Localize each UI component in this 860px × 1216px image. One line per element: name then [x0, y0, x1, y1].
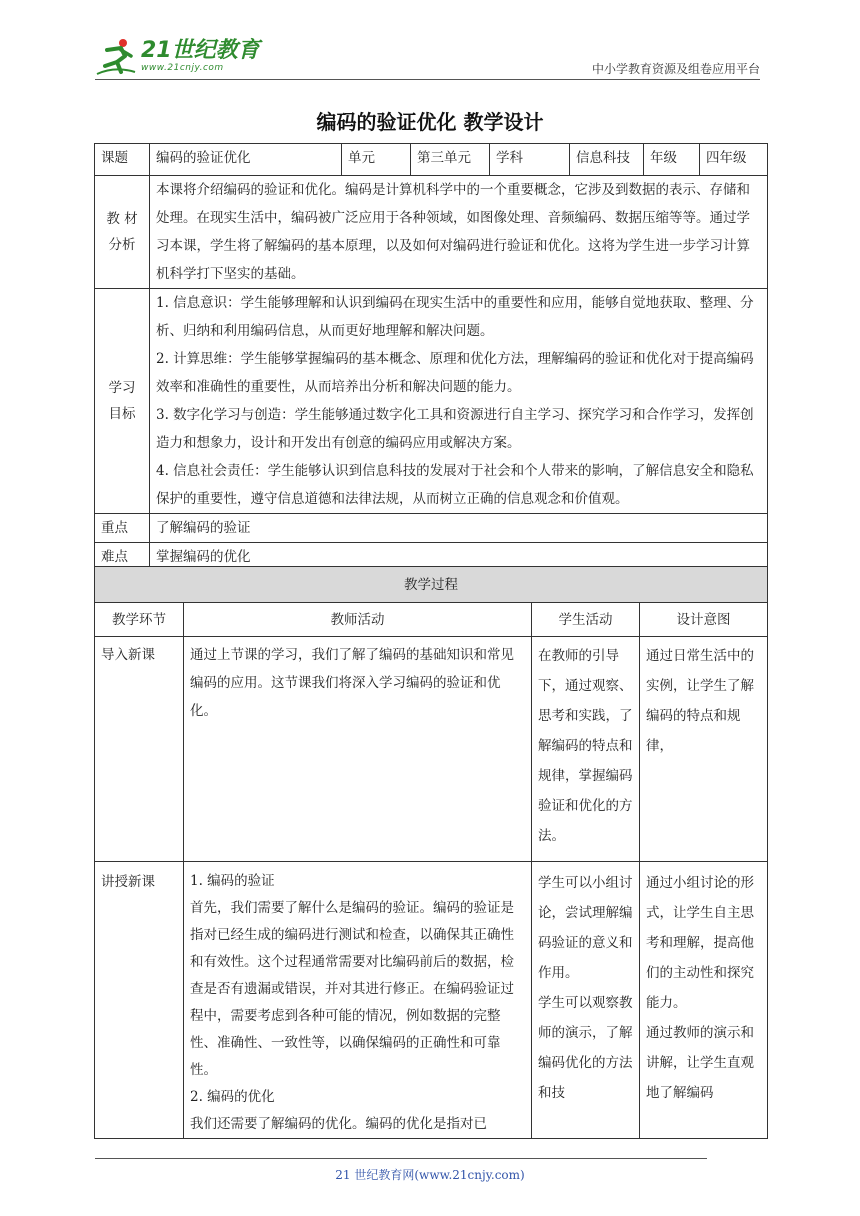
analysis-text: 本课将介绍编码的验证和优化。编码是计算机科学中的一个重要概念，它涉及到数据的表示、存储和处理。在现实生活中，编码被广泛应用于各种领域，如图像处理、音频编码、数据压缩等等。通过学习本课，学生将了解编码的基本原理，以及如何对编码进行验证和优化。这将为学生进一步学习计算机科学打下坚实的基础。 — [150, 176, 768, 289]
objectives-list — [150, 289, 768, 514]
analysis-label: 教 材 分析 — [95, 176, 150, 289]
key-point-label: 重点 — [95, 514, 150, 543]
logo-url: www.21cnjy.com — [141, 63, 224, 73]
column-header-teacher: 教师活动 — [184, 603, 532, 637]
stage-cell: 导入新课 — [95, 637, 184, 862]
column-header-student: 学生活动 — [532, 603, 640, 637]
unit-label: 单元 — [342, 144, 411, 176]
subject-label: 学科 — [490, 144, 570, 176]
logo-text: 21世纪教育 — [141, 38, 260, 63]
runner-logo-icon — [95, 36, 137, 76]
topic-label: 课题 — [95, 144, 150, 176]
design-intent-cell: 通过小组讨论的形式，让学生自主思考和理解，提高他们的主动性和探究能力。 通过教师的演示和讲解，让学生直观地了解编码 — [640, 862, 768, 1139]
column-header-stage: 教学环节 — [95, 603, 184, 637]
difficulty-text: 掌握编码的优化 — [150, 543, 768, 572]
design-intent-cell: 通过日常生活中的实例，让学生了解编码的特点和规律， — [640, 637, 768, 862]
lesson-info-table — [94, 143, 768, 572]
student-activity-cell: 在教师的引导下，通过观察、思考和实践，了解编码的特点和规律，掌握编码验证和优化的方法。 — [532, 637, 640, 862]
difficulty-label: 难点 — [95, 543, 150, 572]
objective-item: 4. 信息社会责任：学生能够认识到信息科技的发展对于社会和个人带来的影响，了解信息安全和隐私保护的重要性，遵守信息道德和法律法规，从而树立正确的信息观念和价值观。 — [156, 463, 754, 507]
topic-value: 编码的验证优化 — [150, 144, 342, 176]
objective-item: 3. 数字化学习与创造：学生能够通过数字化工具和资源进行自主学习、探究学习和合作学习，发挥创造力和想象力，设计和开发出有创意的编码应用或解决方案。 — [156, 407, 754, 451]
page-title: 编码的验证优化 教学设计 — [316, 110, 544, 134]
objectives-label: 学习 目标 — [95, 289, 150, 514]
teaching-process-table — [94, 566, 768, 1139]
header-divider — [95, 79, 760, 80]
footer-divider — [95, 1158, 707, 1159]
objective-item: 2. 计算思维：学生能够掌握编码的基本概念、原理和优化方法，理解编码的验证和优化对于提高编码效率和准确性的重要性，从而培养出分析和解决问题的能力。 — [156, 351, 754, 395]
logo — [95, 34, 260, 78]
unit-value: 第三单元 — [411, 144, 490, 176]
column-header-intent: 设计意图 — [640, 603, 768, 637]
grade-label: 年级 — [644, 144, 700, 176]
page-footer: 21 世纪教育网(www.21cnjy.com) — [335, 1168, 525, 1182]
teacher-activity-cell: 通过上节课的学习，我们了解了编码的基础知识和常见编码的应用。这节课我们将深入学习编码的验证和优化。 — [184, 637, 532, 862]
grade-value: 四年级 — [700, 144, 768, 176]
process-heading: 教学过程 — [95, 567, 768, 603]
key-point-text: 了解编码的验证 — [150, 514, 768, 543]
stage-cell: 讲授新课 — [95, 862, 184, 1139]
page-header — [95, 34, 760, 80]
objective-item: 1. 信息意识：学生能够理解和认识到编码在现实生活中的重要性和应用，能够自觉地获取、整理、分析、归纳和利用编码信息，从而更好地理解和解决问题。 — [156, 295, 754, 339]
teacher-activity-cell: 1. 编码的验证 首先，我们需要了解什么是编码的验证。编码的验证是指对已经生成的编码进行测试和检查，以确保其正确性和有效性。这个过程通常需要对比编码前后的数据，检查是否有遗漏或错误，并对其进行修正。在编码验证过程中，需要考虑到各种可能的情况，例如数据的完整性、准确性、一致性等，以确保编码的正确性和可靠性。 2. 编码的优化 我们还需要了解编码的优化。编码的优化是指对已 — [184, 862, 532, 1139]
platform-name: 中小学教育资源及组卷应用平台 — [591, 62, 760, 76]
student-activity-cell: 学生可以小组讨论，尝试理解编码验证的意义和作用。 学生可以观察教师的演示，了解编码优化的方法和技 — [532, 862, 640, 1139]
subject-value: 信息科技 — [570, 144, 644, 176]
